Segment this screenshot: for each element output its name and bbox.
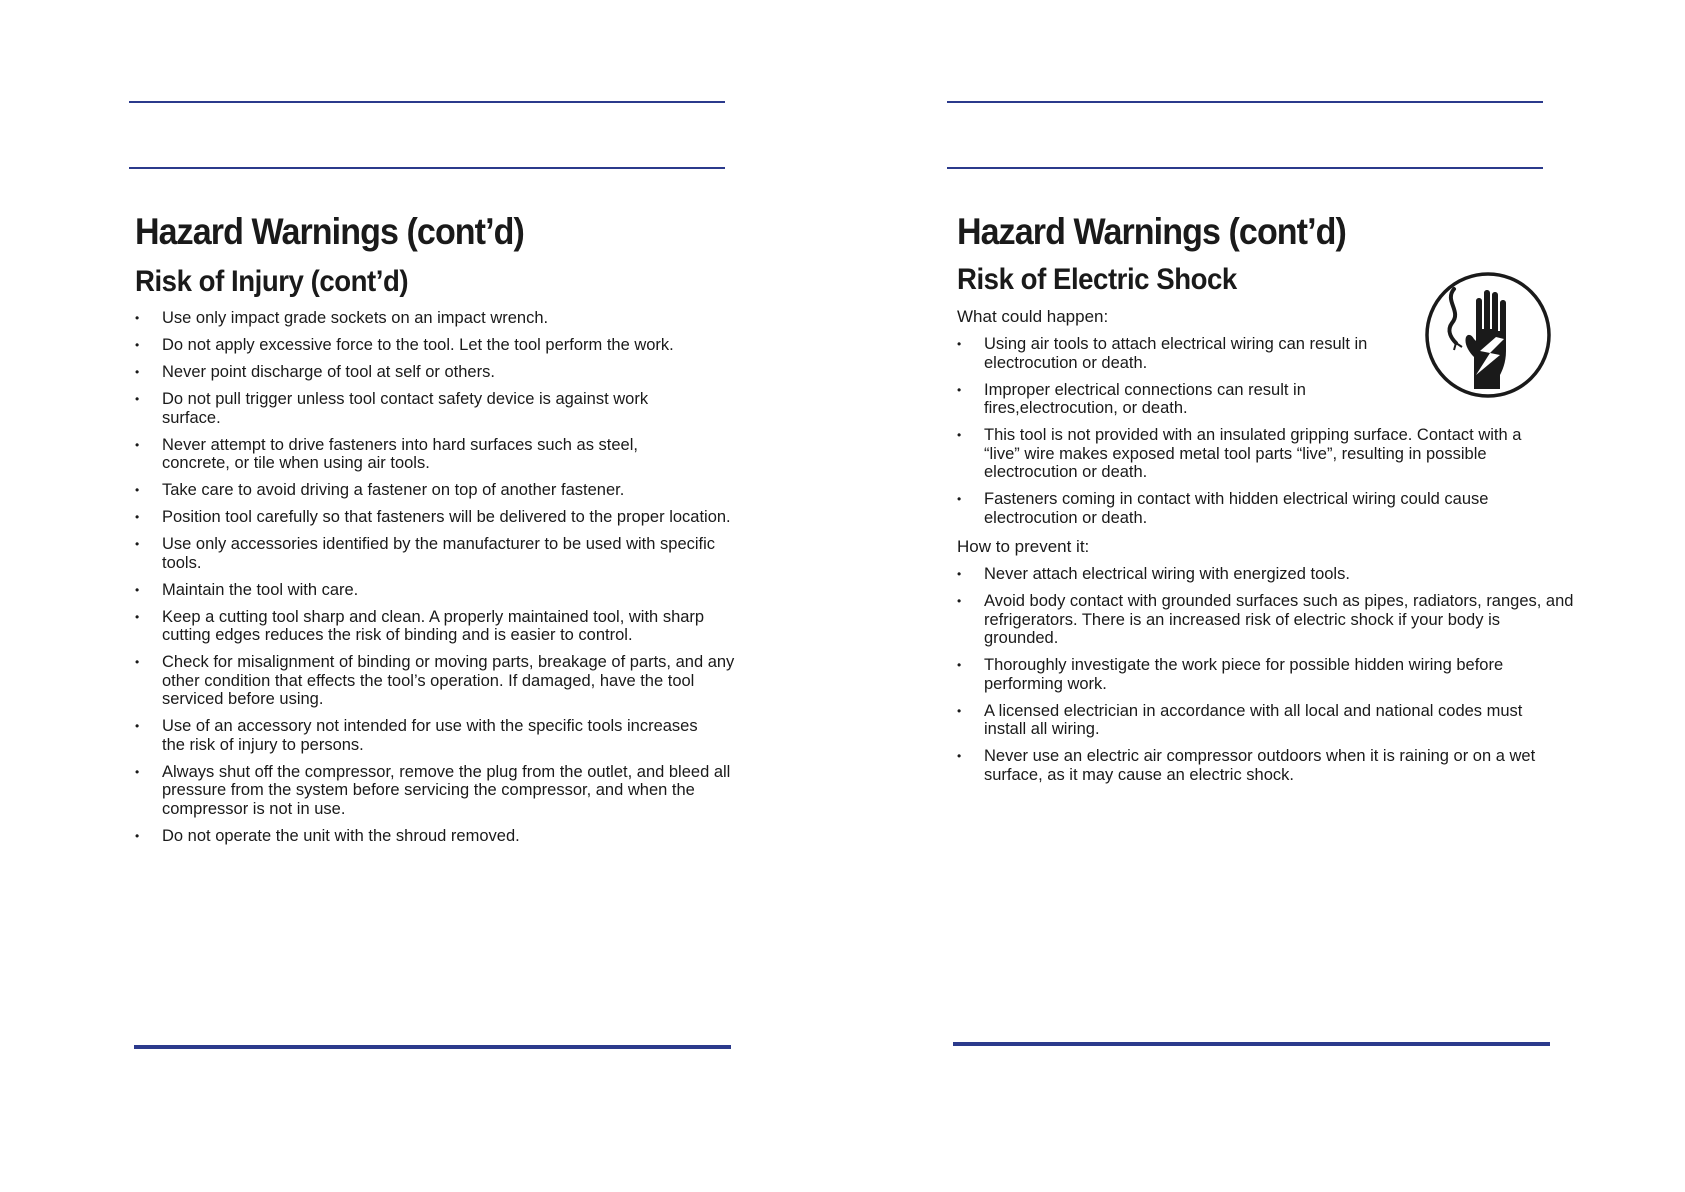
list-item: • Check for misalignment of binding or moving parts, breakage of parts, and any other condition that effects the tool’s operation. If damaged, have the tool serviced before using.: [135, 653, 742, 709]
page-title: Hazard Warnings (cont’d): [135, 211, 524, 252]
list-item: • Position tool carefully so that fasteners will be delivered to the proper location.: [135, 508, 732, 527]
list-item: • Do not operate the unit with the shroud removed.: [135, 827, 735, 846]
list-item: • Never point discharge of tool at self or others.: [135, 363, 735, 382]
header-top-rule: [129, 101, 725, 103]
list-item: • Use of an accessory not intended for use with the specific tools increases the risk of injury to persons.: [135, 717, 702, 754]
list-item: • Do not pull trigger unless tool contact safety device is against work surface.: [135, 390, 682, 427]
footer-rule: [134, 1045, 731, 1049]
list-item: • Maintain the tool with care.: [135, 581, 735, 600]
section-title: Risk of Electric Shock: [957, 263, 1237, 296]
left-page: [0, 0, 842, 1192]
list-item: • Thoroughly investigate the work piece for possible hidden wiring before performing work.: [957, 656, 1579, 693]
header-bottom-rule: [947, 167, 1543, 169]
list-item: • Fasteners coming in contact with hidden electrical wiring could cause electrocution or death.: [957, 490, 1564, 527]
list-item: • Take care to avoid driving a fastener on top of another fastener.: [135, 481, 735, 500]
footer-rule: [953, 1042, 1550, 1046]
what-could-happen-label: What could happen:: [957, 307, 1109, 326]
list-item: • Improper electrical connections can result in fires,electrocution, or death.: [957, 381, 1364, 418]
list-item: • Always shut off the compressor, remove the plug from the outlet, and bleed all pressure from the system before servicing the compressor, and when the compressor is not in use.: [135, 763, 762, 819]
list-item: • Use only accessories identified by the manufacturer to be used with specific tools.: [135, 535, 722, 572]
page-title: Hazard Warnings (cont’d): [957, 211, 1346, 252]
header-bottom-rule: [129, 167, 725, 169]
list-item: • Use only impact grade sockets on an impact wrench.: [135, 309, 735, 328]
electric-shock-hazard-icon: [1424, 271, 1552, 399]
how-to-prevent-list: [957, 565, 1574, 793]
list-item: • Avoid body contact with grounded surfaces such as pipes, radiators, ranges, and refrigerators. There is an increased risk of electric shock if your body is grounded.: [957, 592, 1574, 648]
list-item: • This tool is not provided with an insulated gripping surface. Contact with a “live” wire makes exposed metal tool parts “live”, resulting in possible electrocution or death.: [957, 426, 1557, 482]
injury-bullet-list: [135, 309, 735, 854]
section-title: Risk of Injury (cont’d): [135, 265, 409, 298]
list-item: • Never attach electrical wiring with energized tools.: [957, 565, 1557, 584]
right-page: [842, 0, 1685, 1192]
list-item: • Never attempt to drive fasteners into hard surfaces such as steel, concrete, or tile when using air tools.: [135, 436, 702, 473]
list-item: • Using air tools to attach electrical wiring can result in electrocution or death.: [957, 335, 1384, 372]
list-item: • A licensed electrician in accordance with all local and national codes must install all wiring.: [957, 702, 1544, 739]
how-to-prevent-label: How to prevent it:: [957, 537, 1090, 556]
header-top-rule: [947, 101, 1543, 103]
list-item: • Do not apply excessive force to the tool. Let the tool perform the work.: [135, 336, 735, 355]
list-item: • Never use an electric air compressor outdoors when it is raining or on a wet surface, as it may cause an electric shock.: [957, 747, 1557, 784]
list-item: • Keep a cutting tool sharp and clean. A properly maintained tool, with sharp cutting edges reduces the risk of binding and is easier to control.: [135, 608, 752, 645]
